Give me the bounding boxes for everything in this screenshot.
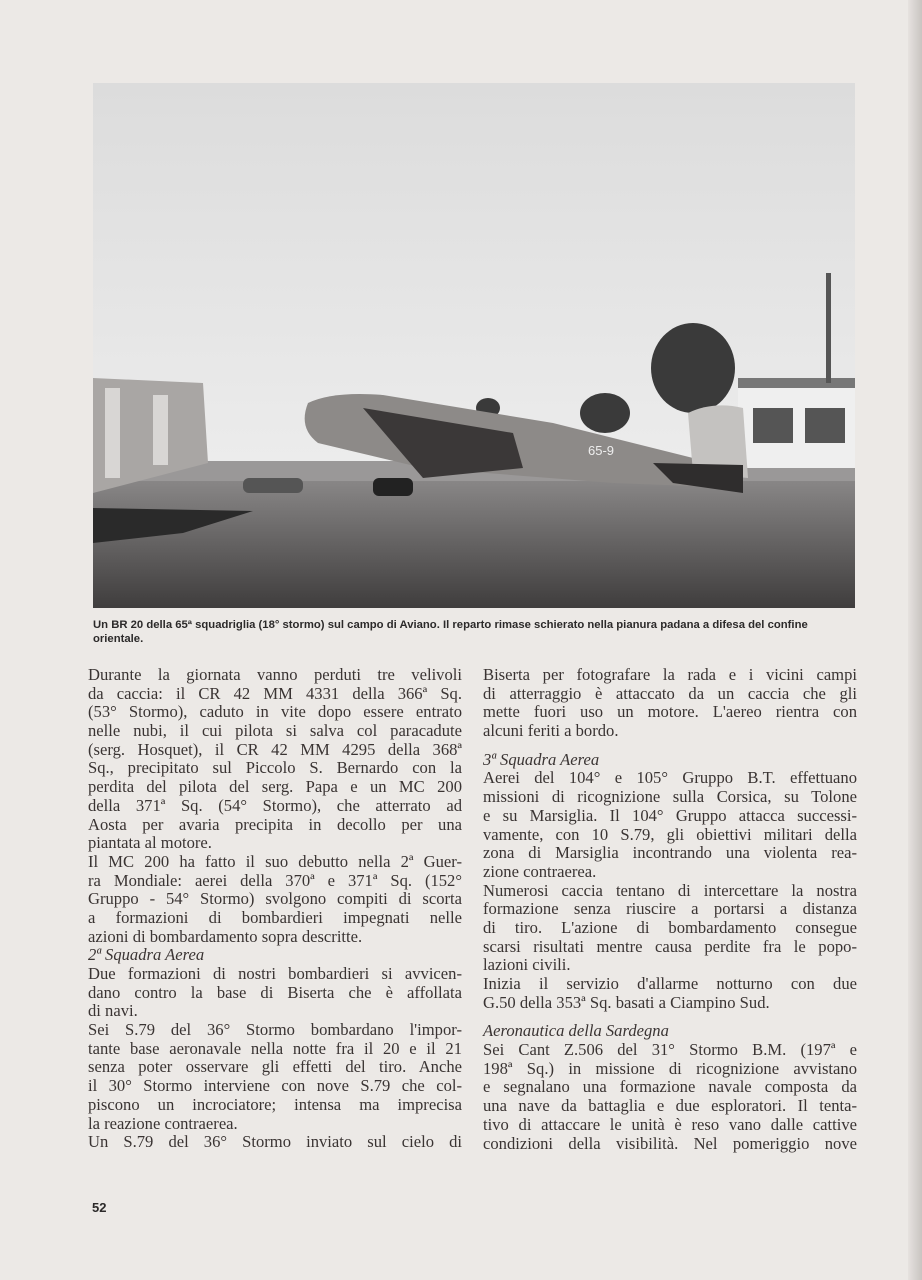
- paragraph: [483, 769, 857, 881]
- text-line: Sei S.79 del 36° Stormo bombardano l'impor-: [88, 1020, 462, 1040]
- text-line: Aeronautica della Sardegna: [483, 1021, 669, 1041]
- text-column-left: [88, 666, 462, 1152]
- text-line: Aerei del 104° e 105° Gruppo B.T. effettuano: [483, 768, 857, 788]
- text-line: perdita del pilota del serg. Papa e un MC 200: [88, 777, 462, 797]
- photo-caption: Un BR 20 della 65ª squadriglia (18° stormo) sul campo di Aviano. Il reparto rimase schierato nella pianura padana a difesa del confine orientale.: [93, 619, 808, 645]
- text-line: dano contro la base di Biserta che è affollata: [88, 982, 462, 1002]
- text-line: G.50 della 353ª Sq. basati a Ciampino Sud.: [483, 992, 770, 1012]
- text-line: 3ª Squadra Aerea: [483, 749, 600, 769]
- text-line: tivo di attaccare le unità è reso vano dalle cattive: [483, 1114, 857, 1134]
- text-line: Numerosi caccia tentano di intercettare la nostra: [483, 880, 857, 900]
- paragraph: [88, 666, 462, 853]
- text-line: ra Mondiale: aerei della 370ª e 371ª Sq. (152°: [88, 870, 462, 890]
- text-line: di atterraggio è attaccato da un caccia che gli: [483, 683, 857, 703]
- text-line: piantata al motore.: [88, 833, 212, 853]
- paragraph: [88, 1021, 462, 1133]
- text-line: Sq., precipitato sul Piccolo S. Bernardo con la: [88, 758, 462, 778]
- text-line: formazione senza riuscire a portarsi a distanza: [483, 899, 857, 919]
- section-heading: [483, 751, 857, 770]
- text-line: e su Marsiglia. Il 104° Gruppo attacca successi-: [483, 805, 857, 825]
- text-line: zona di Marsiglia incontrando una violenta rea-: [483, 843, 857, 863]
- text-line: Il MC 200 ha fatto il suo debutto nella 2ª Guer-: [88, 851, 462, 871]
- text-line: vamente, con 10 S.79, gli obiettivi militari della: [483, 824, 857, 844]
- text-line: lazioni civili.: [483, 955, 571, 975]
- paragraph: [483, 975, 857, 1012]
- text-line: Biserta per fotografare la rada e i vicini campi: [483, 665, 857, 684]
- text-line: della 371ª Sq. (54° Stormo), che atterrato ad: [88, 795, 462, 815]
- paragraph: [88, 965, 462, 1021]
- page-number: 52: [92, 1200, 107, 1215]
- text-line: senza poter osservare gli effetti del tiro. Anche: [88, 1057, 462, 1077]
- text-line: tante base aeronavale nella notte fra il 20 e il 21: [88, 1038, 462, 1058]
- text-line: di navi.: [88, 1001, 138, 1021]
- aircraft-marking: 65-9: [588, 443, 615, 458]
- text-line: scarsi risultati mentre causa perdite fra le popo-: [483, 936, 857, 956]
- text-line: piscono un incrociatore; intensa ma imprecisa: [88, 1094, 462, 1114]
- text-line: (serg. Hosquet), il CR 42 MM 4295 della 368ª: [88, 739, 462, 759]
- text-line: di tiro. L'azione di bombardamento consegue: [483, 917, 857, 937]
- text-line: nelle nubi, il cui pilota si salva col paracadute: [88, 721, 462, 741]
- paragraph: [483, 666, 857, 741]
- text-line: e segnalano una formazione navale composta da: [483, 1077, 857, 1097]
- text-line: una nave da battaglia e due esploratori. Il tenta-: [483, 1096, 857, 1116]
- text-line: (53° Stormo), caduto in vite dopo essere entrato: [88, 702, 462, 722]
- paragraph: [483, 1041, 857, 1153]
- text-column-right: [483, 666, 857, 1153]
- text-line: Gruppo - 54° Stormo) svolgono compiti di scorta: [88, 889, 462, 909]
- text-line: Durante la giornata vanno perduti tre velivoli: [88, 665, 462, 684]
- paragraph: [483, 882, 857, 975]
- text-line: a formazioni di bombardieri impegnati nelle: [88, 907, 462, 927]
- photo-br20-aviano: [93, 83, 855, 608]
- page-edge: [908, 0, 922, 1280]
- text-line: condizioni della visibilità. Nel pomeriggio nove: [483, 1133, 857, 1153]
- text-line: da caccia: il CR 42 MM 4331 della 366ª Sq.: [88, 683, 462, 703]
- text-line: Due formazioni di nostri bombardieri si avvicen-: [88, 964, 462, 983]
- text-line: alcuni feriti a bordo.: [483, 721, 619, 741]
- text-line: la reazione contraerea.: [88, 1113, 238, 1133]
- text-line: Inizia il servizio d'allarme notturno con due: [483, 974, 857, 993]
- text-line: Aosta per avaria precipita in decollo per una: [88, 814, 462, 834]
- text-line: Un S.79 del 36° Stormo inviato sul cielo di: [88, 1132, 462, 1152]
- section-heading: [88, 946, 462, 965]
- text-line: missioni di ricognizione sulla Corsica, su Tolone: [483, 787, 857, 807]
- text-line: mette fuori uso un motore. L'aereo rientra con: [483, 702, 857, 722]
- text-line: il 30° Stormo interviene con nove S.79 che col-: [88, 1076, 462, 1096]
- text-line: azioni di bombardamento sopra descritte.: [88, 926, 363, 946]
- text-line: Sei Cant Z.506 del 31° Stormo B.M. (197ª e: [483, 1040, 857, 1060]
- paragraph: [88, 853, 462, 946]
- text-line: 198ª Sq.) in missione di ricognizione avvistano: [483, 1058, 857, 1078]
- text-line: zione contraerea.: [483, 861, 597, 881]
- section-heading: [483, 1022, 857, 1041]
- paragraph: [88, 1133, 462, 1152]
- text-line: 2ª Squadra Aerea: [88, 945, 205, 965]
